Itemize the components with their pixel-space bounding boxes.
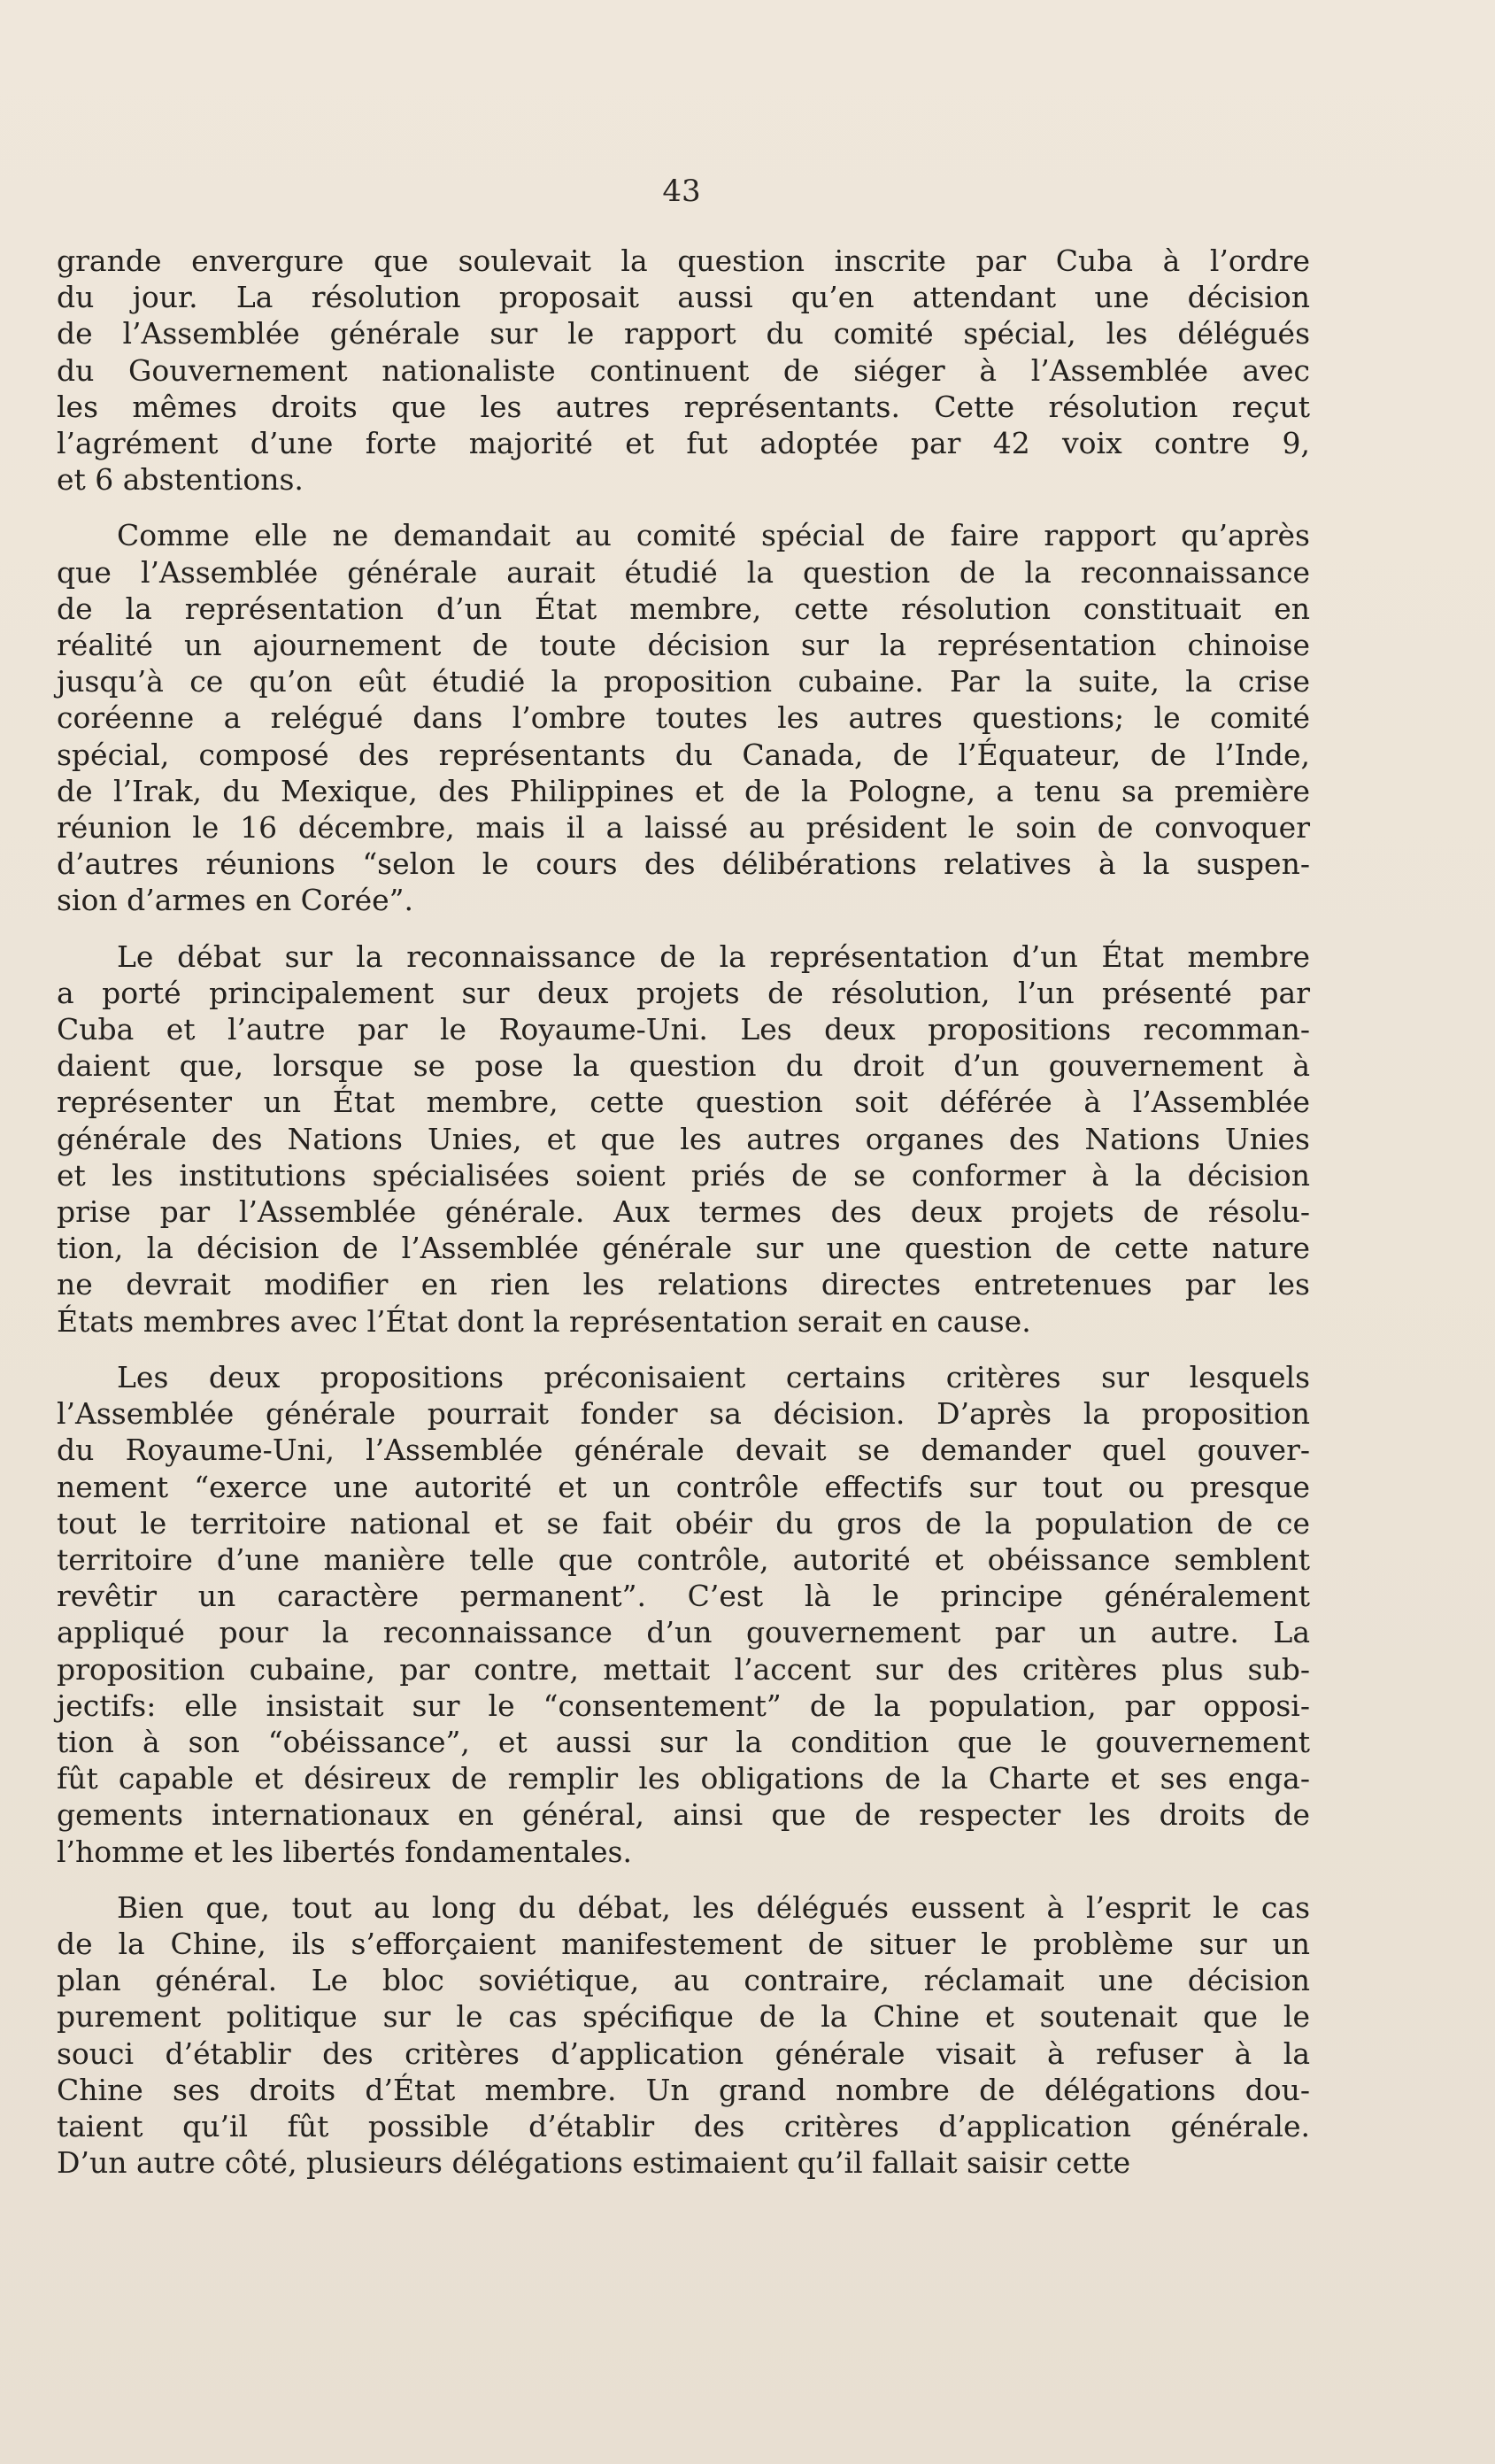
text-line: que l’Assemblée générale aurait étudié la question de la reconnaissance (57, 554, 1310, 590)
body-text (57, 243, 1310, 2200)
text-line: du Royaume-Uni, l’Assemblée générale devait se demander quel gouver- (57, 1433, 1310, 1468)
text-line: réalité un ajournement de toute décision sur la représentation chinoise (57, 628, 1310, 663)
text-line: territoire d’une manière telle que contrôle, autorité et obéissance semblent (57, 1541, 1310, 1577)
text-line: proposition cubaine, par contre, mettait l’accent sur des critères plus sub- (57, 1651, 1310, 1687)
text-line: revêtir un caractère permanent”. C’est là le principe généralement (57, 1579, 1310, 1614)
text-line: tion à son “obéissance”, et aussi sur la condition que le gouvernement (57, 1724, 1310, 1759)
text-line: purement politique sur le cas spécifique de la Chine et soutenait que le (57, 1999, 1310, 2035)
text-line: D’un autre côté, plusieurs délégations estimaient qu’il fallait saisir cette (57, 2145, 1131, 2181)
text-line: taient qu’il fût possible d’établir des critères d’application générale. (57, 2108, 1310, 2143)
text-line: tout le territoire national et se fait obéir du gros de la population de ce (57, 1505, 1310, 1541)
text-line: représenter un État membre, cette question soit déférée à l’Assemblée (57, 1085, 1310, 1120)
text-line: jusqu’à ce qu’on eût étudié la proposition cubaine. Par la suite, la crise (57, 664, 1310, 699)
text-line: jectifs: elle insistait sur le “consentement” de la population, par opposi- (57, 1688, 1310, 1723)
text-line: Comme elle ne demandait au comité spécial de faire rapport qu’après (117, 518, 1310, 553)
paragraph (57, 938, 1310, 1340)
text-line: Bien que, tout au long du débat, les délégués eussent à l’esprit le cas (117, 1889, 1310, 1925)
text-line: du jour. La résolution proposait aussi qu’en attendant une décision (57, 280, 1310, 315)
text-line: d’autres réunions “selon le cours des délibérations relatives à la suspen- (57, 846, 1310, 882)
text-line: les mêmes droits que les autres représentants. Cette résolution reçut (57, 389, 1310, 424)
text-line: du Gouvernement nationaliste continuent de siéger à l’Assemblée avec (57, 352, 1310, 388)
text-line: spécial, composé des représentants du Canada, de l’Équateur, de l’Inde, (57, 737, 1310, 772)
paragraph (57, 1889, 1310, 2182)
text-line: États membres avec l’État dont la représentation serait en cause. (57, 1303, 1031, 1339)
text-line: coréenne a relégué dans l’ombre toutes les autres questions; le comité (57, 700, 1310, 736)
text-line: ne devrait modifier en rien les relations directes entretenues par les (57, 1267, 1310, 1302)
text-line: gements internationaux en général, ainsi que de respecter les droits de (57, 1797, 1310, 1833)
text-line: l’Assemblée générale pourrait fonder sa décision. D’après la proposition (57, 1396, 1310, 1432)
page-number: 43 (662, 174, 701, 209)
text-line: de la Chine, ils s’efforçaient manifestement de situer le problème sur un (57, 1926, 1310, 1961)
text-line: nement “exerce une autorité et un contrôle effectifs sur tout ou presque (57, 1469, 1310, 1504)
text-line: de l’Assemblée générale sur le rapport du comité spécial, les délégués (57, 316, 1310, 351)
text-line: l’homme et les libertés fondamentales. (57, 1834, 632, 1869)
text-line: daient que, lorsque se pose la question du droit d’un gouvernement à (57, 1048, 1310, 1084)
text-line: Le débat sur la reconnaissance de la représentation d’un État membre (117, 938, 1310, 974)
text-line: a porté principalement sur deux projets de résolution, l’un présenté par (57, 975, 1310, 1010)
text-line: appliqué pour la reconnaissance d’un gouvernement par un autre. La (57, 1615, 1310, 1650)
text-line: tion, la décision de l’Assemblée générale sur une question de cette nature (57, 1231, 1310, 1266)
text-line: Chine ses droits d’État membre. Un grand nombre de délégations dou- (57, 2072, 1310, 2107)
text-line: souci d’établir des critères d’application générale visait à refuser à la (57, 2035, 1310, 2071)
text-line: Les deux propositions préconisaient certains critères sur lesquels (117, 1359, 1310, 1394)
text-line: de l’Irak, du Mexique, des Philippines et de la Pologne, a tenu sa première (57, 773, 1310, 808)
text-line: l’agrément d’une forte majorité et fut adoptée par 42 voix contre 9, (57, 426, 1310, 461)
text-line: de la représentation d’un État membre, cette résolution constituait en (57, 591, 1310, 626)
text-line: Cuba et l’autre par le Royaume-Uni. Les deux propositions recomman- (57, 1012, 1310, 1047)
text-line: générale des Nations Unies, et que les autres organes des Nations Unies (57, 1121, 1310, 1156)
text-line: et les institutions spécialisées soient priés de se conformer à la décision (57, 1157, 1310, 1193)
text-line: réunion le 16 décembre, mais il a laissé au président le soin de convoquer (57, 810, 1310, 846)
text-line: prise par l’Assemblée générale. Aux termes des deux projets de résolu- (57, 1194, 1310, 1230)
text-line: sion d’armes en Corée”. (57, 883, 413, 918)
text-line: grande envergure que soulevait la question inscrite par Cuba à l’ordre (57, 243, 1310, 278)
paragraph (57, 1359, 1310, 1870)
text-line: et 6 abstentions. (57, 462, 304, 498)
paragraph (57, 517, 1310, 918)
paragraph (57, 243, 1310, 498)
text-line: plan général. Le bloc soviétique, au contraire, réclamait une décision (57, 1963, 1310, 1998)
text-line: fût capable et désireux de remplir les obligations de la Charte et ses enga- (57, 1761, 1310, 1796)
